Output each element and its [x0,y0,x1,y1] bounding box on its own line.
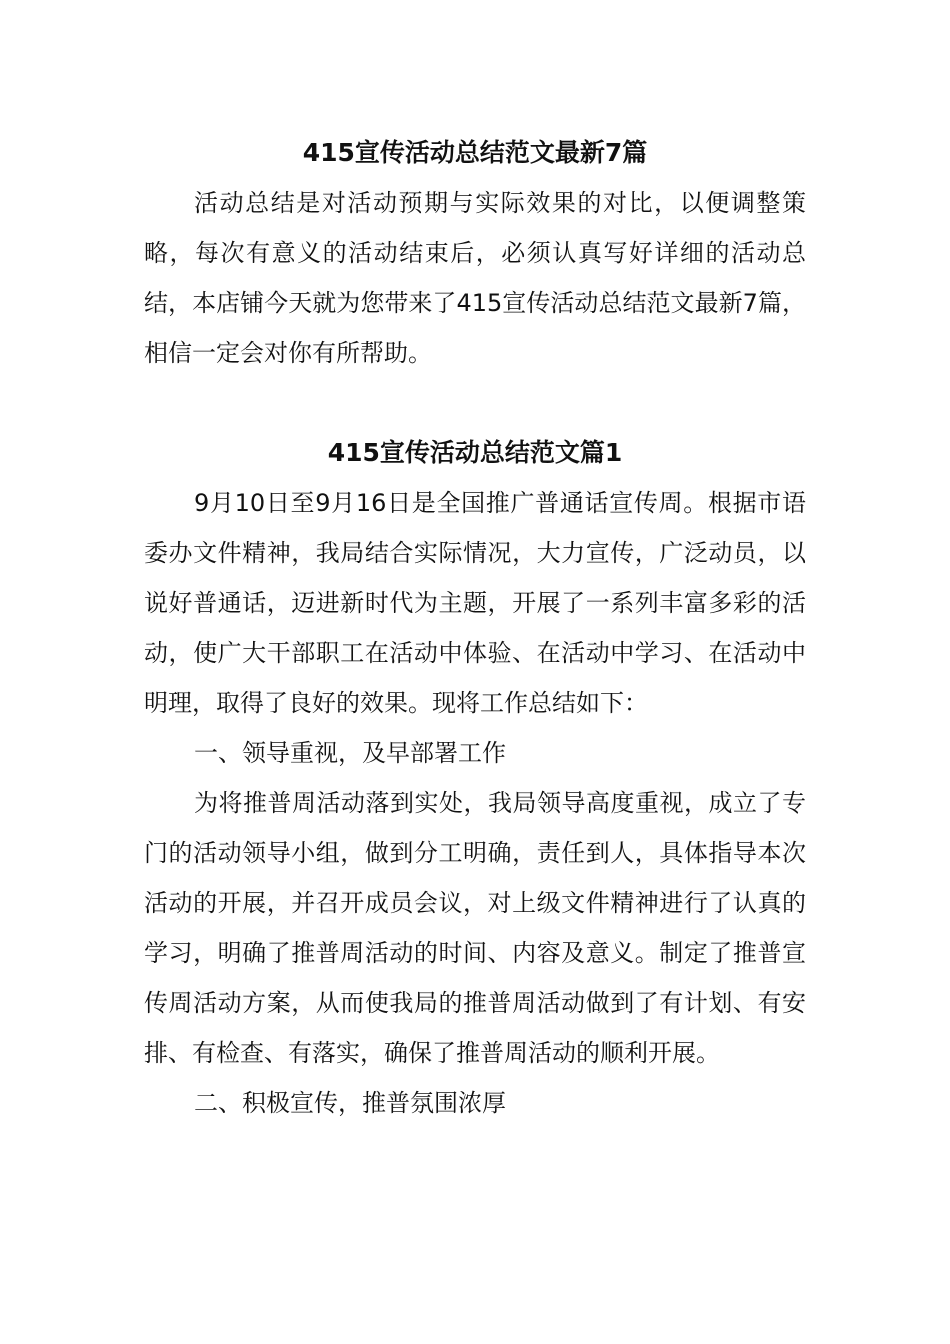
section-1-heading-2: 二、积极宣传，推普氛围浓厚 [194,1089,506,1117]
section-1-heading-1: 一、领导重视，及早部署工作 [194,739,506,767]
section-1-title: 415宣传活动总结范文篇1 [327,438,623,467]
document-body [144,128,806,1128]
section-1-paragraph-2: 为将推普周活动落到实处，我局领导高度重视，成立了专门的活动领导小组，做到分工明确，责任到人，具体指导本次活动的开展，并召开成员会议，对上级文件精神进行了认真的学习，明确了推普周活动的时间、内容及意义。制定了推普宣传周活动方案，从而使我局的推普周活动做到了有计划、有安排、有检查、有落实，确保了推普周活动的顺利开展。 [144,789,806,1067]
section-spacer [144,378,806,428]
main-title: 415宣传活动总结范文最新7篇 [302,138,648,167]
section-1-paragraph-1: 9月10日至9月16日是全国推广普通话宣传周。根据市语委办文件精神，我局结合实际情况，大力宣传，广泛动员，以说好普通话，迈进新时代为主题，开展了一系列丰富多彩的活动，使广大干部职工在活动中体验、在活动中学习、在活动中明理，取得了良好的效果。现将工作总结如下： [144,489,806,717]
intro-paragraph: 活动总结是对活动预期与实际效果的对比，以便调整策略，每次有意义的活动结束后，必须认真写好详细的活动总结，本店铺今天就为您带来了415宣传活动总结范文最新7篇，相信一定会对你有所帮助。 [144,189,806,367]
